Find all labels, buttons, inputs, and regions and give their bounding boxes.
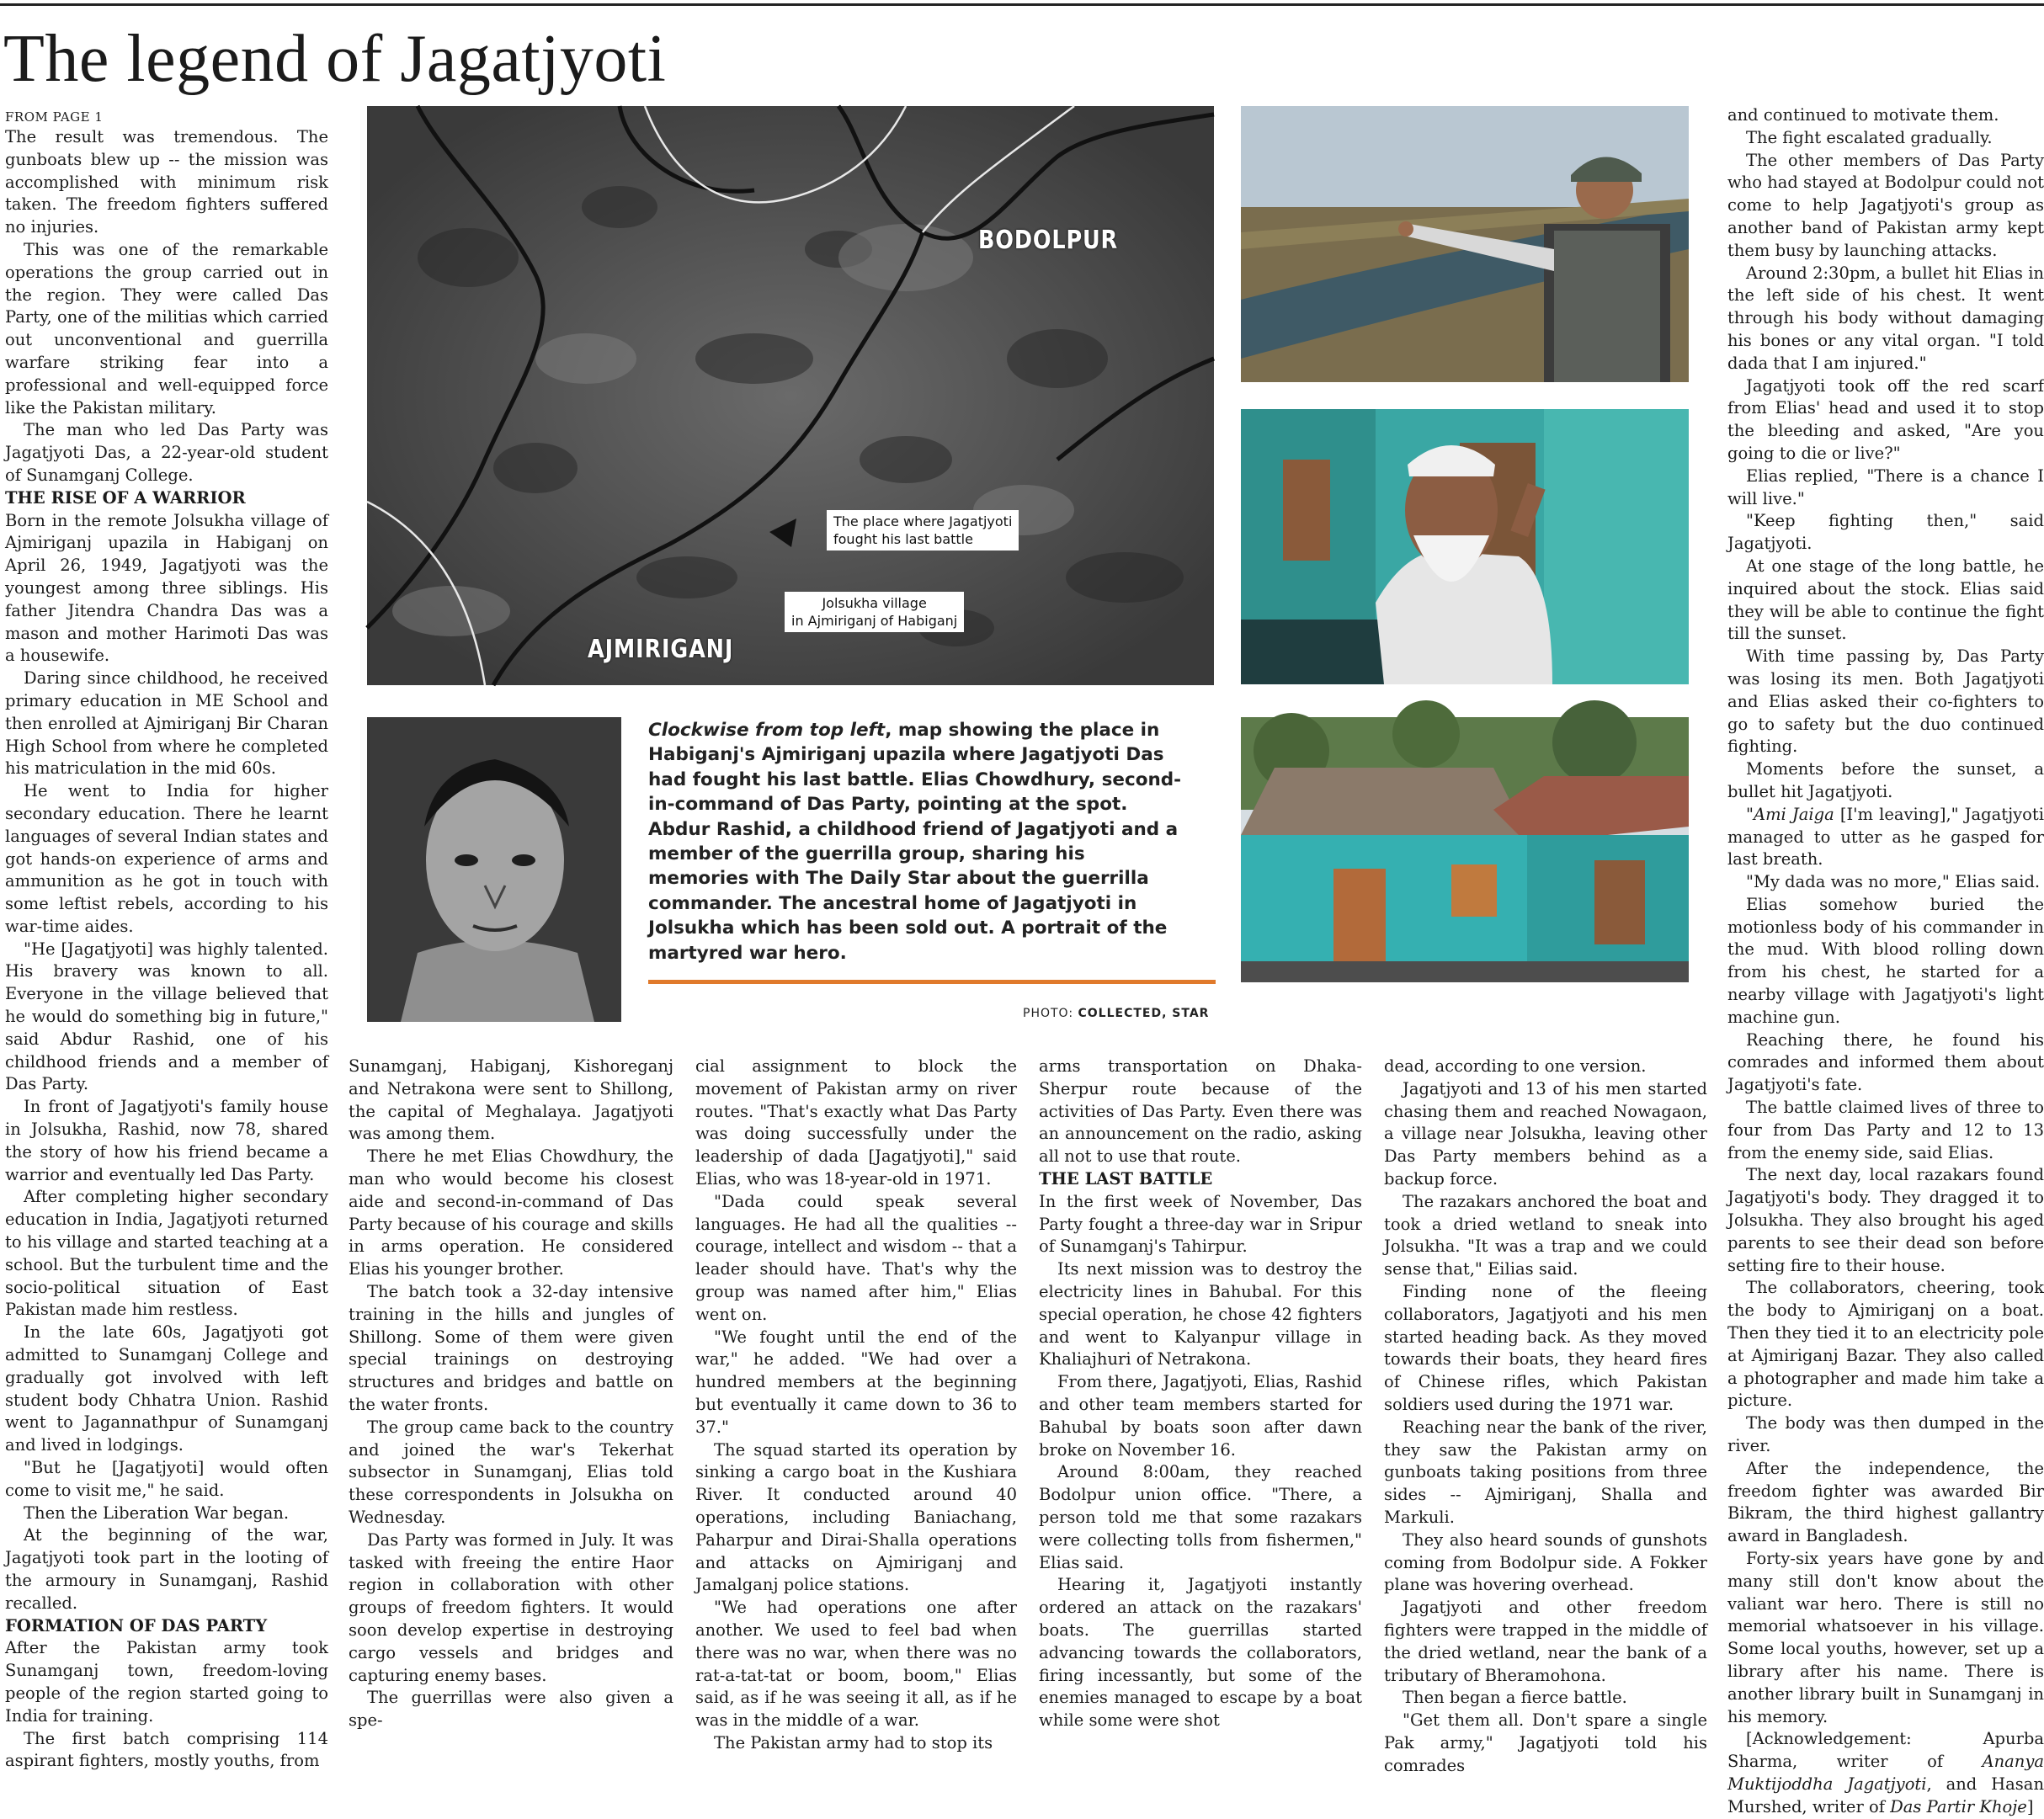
paragraph: At one stage of the long battle, he inquired about the stock. Elias said they will be able to continue the fight till the sunset. <box>1727 556 2044 644</box>
credit-prefix: PHOTO: <box>1023 1007 1078 1020</box>
map-callout-battle-place <box>827 510 1019 550</box>
paragraph: Reaching near the bank of the river, they saw the Pakistan army on gunboats taking positions from three sides -- Ajmiriganj, Shalla and Markuli. <box>1384 1417 1707 1527</box>
paragraph: Elias replied, "There is a chance I will live." <box>1727 465 2044 508</box>
paragraph: The batch took a 32-day intensive training in the hills and jungles of Shillong. Some of them were given special trainings on destroying structures and bridges and battle on the water fronts. <box>349 1281 673 1414</box>
callout-line: Jolsukha village <box>822 595 927 611</box>
subheading: THE RISE OF A WARRIOR <box>5 487 246 508</box>
ancestral-home-photo <box>1241 717 1689 982</box>
paragraph: After the independence, the freedom fighter was awarded Bir Bikram, the third highest gallantry award in Bangladesh. <box>1727 1458 2044 1546</box>
paragraph: The other members of Das Party who had stayed at Bodolpur could not come to help Jagatjyoti's group as another band of Pakistan army kept them busy by launching attacks. <box>1727 150 2044 260</box>
paragraph: "Dada could speak several languages. He had all the qualities -- courage, intellect and wisdom -- that a leader should have. That's why the group was named after him," Elias went on. <box>695 1191 1017 1324</box>
paragraph: In the late 60s, Jagatjyoti got admitted to Sunamganj College and gradually got involved with left student body Chhatra Union. Rashid went to Jagannathpur of Sunamganj and lived in lodgings. <box>5 1322 328 1455</box>
paragraph: There he met Elias Chowdhury, the man who would become his closest aide and second-in-command of Das Party because of his courage and skills in arms operation. He considered Elias his younger brother. <box>349 1146 673 1279</box>
paragraph: "We had operations one after another. We used to feel bad when there was no war, when there was no rat-a-tat-tat or boom, boom," Elias said, as if he was seeing it all, as if he was in the middle of a war. <box>695 1598 1017 1731</box>
ack-book-title: Ananya Muktijoddha Jagatjyoti <box>1727 1752 2044 1794</box>
paragraph: Sunamganj, Habiganj, Kishoreganj and Netrakona were sent to Shillong, the capital of Meghalaya. Jagatjyoti was among them. <box>349 1056 673 1144</box>
from-page-label: FROM PAGE 1 <box>5 109 104 125</box>
paragraph: The first batch comprising 114 aspirant fighters, mostly youths, from <box>5 1728 328 1771</box>
paragraph: The razakars anchored the boat and took a dried wetland to sneak into Jolsukha. "It was a trap and we could sense that," Eilias said. <box>1384 1191 1707 1279</box>
callout-line: fought his last battle <box>833 531 973 547</box>
article-column-3 <box>695 1056 1017 1753</box>
ack-text: ] <box>2026 1796 2034 1816</box>
acknowledgement <box>1727 1728 2044 1818</box>
paragraph: From there, Jagatjyoti, Elias, Rashid and other team members started for Bahubal by boats soon after dawn broke on November 16. <box>1039 1372 1362 1460</box>
paragraph: Das Party was formed in July. It was tasked with freeing the entire Haor region in collaboration with other groups of freedom fighters. It would soon develop expertise in destroying cargo vessels and bridges and capturing enemy bases. <box>349 1529 673 1685</box>
paragraph: Born in the remote Jolsukha village of Ajmiriganj upazila in Habiganj on April 26, 1949, Jagatjyoti was the youngest among three siblings. His father Jitendra Chandra Das was a mason and mother Harimoti Das was a housewife. <box>5 510 328 666</box>
paragraph: Daring since childhood, he received primary education in ME School and then enrolled at Ajmiriganj Bir Charan High School from where he completed his matriculation in the mid 60s. <box>5 668 328 779</box>
subheading: FORMATION OF DAS PARTY <box>5 1615 268 1636</box>
ack-text: , and Hasan Murshed, writer of <box>1727 1774 2044 1816</box>
callout-line: The place where Jagatjyoti <box>833 513 1013 529</box>
paragraph: and continued to motivate them. <box>1727 105 1999 125</box>
paragraph: "Get them all. Don't spare a single Pak army," Jagatjyoti told his comrades <box>1384 1710 1707 1775</box>
paragraph: Reaching there, he found his comrades and informed them about Jagatjyoti's fate. <box>1727 1029 2044 1095</box>
abdur-rashid-image <box>1241 409 1689 684</box>
paragraph: Jagatjyoti took off the red scarf from Elias' head and used it to stop the bleeding and asked, "Are you going to die or live?" <box>1727 375 2044 463</box>
paragraph: In front of Jagatjyoti's family house in Jolsukha, Rashid, now 78, shared the story of how his friend became a warrior and eventually led Das Party. <box>5 1097 328 1184</box>
paragraph: Forty-six years have gone by and many still don't know about the valiant war hero. There is still no memorial whatsoever in his village. Some local youths, however, set up a library after his name. There is another library built in Sunamganj in his memory. <box>1727 1549 2044 1726</box>
paragraph: The Pakistan army had to stop its <box>714 1732 993 1753</box>
paragraph: "Keep fighting then," said Jagatjyoti. <box>1727 511 2044 554</box>
paragraph: At the beginning of the war, Jagatjyoti took part in the looting of the armoury in Sunamganj, Rashid recalled. <box>5 1525 328 1613</box>
paragraph: The body was then dumped in the river. <box>1727 1413 2044 1456</box>
paragraph: Around 2:30pm, a bullet hit Elias in the left side of his chest. It went through his body without damaging his bones or any vital organ. "I told dada that I am injured." <box>1727 263 2044 373</box>
paragraph: Hearing it, Jagatjyoti instantly ordered an attack on the razakars' boats. The guerrillas started advancing towards the collaborators, firing incessantly, but some of the enemies managed to escape by a boat while some were shot <box>1039 1575 1362 1731</box>
paragraph: The next day, local razakars found Jagatjyoti's body. They dragged it to Jolsukha. They also brought his aged parents to see their dead son before setting fire to their house. <box>1727 1165 2044 1275</box>
caption-lead: Clockwise from top left <box>648 720 886 741</box>
ack-book-title: Das Partir Khoje <box>1890 1796 2027 1816</box>
paragraph: He went to India for higher secondary education. There he learnt languages of several Indian states and got hands-on experience of arms and ammunition as he got in touch with some leftist rebels, according to his war-time aides. <box>5 781 328 936</box>
paragraph: This was one of the remarkable operations the group carried out in the region. They were called Das Party, one of the militias which carried out unconventional and guerrilla warfare striking fear into a professional and well-equipped force like the Pakistan military. <box>5 239 328 418</box>
jagatjyoti-portrait-image <box>367 717 621 1022</box>
paragraph: After completing higher secondary education in India, Jagatjyoti returned to his village and started teaching at a school. But the turbulent time and the socio-political situation of East Pakistan made him restless. <box>5 1187 328 1320</box>
headline: The legend of Jagatjyoti <box>3 22 667 96</box>
paragraph: "Ami Jaiga [I'm leaving]," Jagatjyoti managed to utter as he gasped for last breath. <box>1727 804 2044 870</box>
top-rule <box>0 3 2044 6</box>
paragraph: Finding none of the fleeing collaborators, Jagatjyoti and his men started heading back. As they moved towards their boats, they heard fires of Chinese rifles, which Pakistan soldiers used during the 1971 war. <box>1384 1281 1707 1414</box>
abdur-rashid-photo <box>1241 409 1689 684</box>
article-column-4 <box>1039 1056 1362 1731</box>
paragraph: Then began a fierce battle. <box>1403 1688 1627 1708</box>
paragraph: The group came back to the country and joined the war's Tekerhat subsector in Sunamganj, Elias told these correspondents in Jolsukha on Wednesday. <box>349 1417 673 1527</box>
caption-divider <box>648 980 1216 984</box>
paragraph: The fight escalated gradually. <box>1746 127 1993 147</box>
paragraph: In the first week of November, Das Party fought a three-day war in Sripur of Sunamganj's Tahirpur. <box>1039 1191 1362 1257</box>
paragraph: The collaborators, cheering, took the body to Ajmiriganj on a boat. Then they tied it to an electricity pole at Ajmiriganj Bazar. They also called a photographer and made him take a picture. <box>1727 1278 2044 1411</box>
paragraph: The result was tremendous. The gunboats blew up -- the mission was accomplished with minimum risk taken. The freedom fighters suffered no injuries. <box>5 127 328 237</box>
article-column-2 <box>349 1056 673 1731</box>
paragraph: With time passing by, Das Party was losing its men. Both Jagatjyoti and Elias asked their co-fighters to go to safety but the duo continued fighting. <box>1727 646 2044 757</box>
paragraph: "But he [Jagatjyoti] would often come to visit me," he said. <box>5 1458 328 1500</box>
article-column-5 <box>1384 1056 1707 1775</box>
article-column-6 <box>1727 104 2044 1816</box>
paragraph: After the Pakistan army took Sunamganj town, freedom-loving people of the region started going to India for training. <box>5 1638 328 1726</box>
callout-line: in Ajmiriganj of Habiganj <box>791 613 958 629</box>
map-label-bodolpur: BODOLPUR <box>978 226 1119 255</box>
paragraph: "He [Jagatjyoti] was highly talented. His bravery was known to all. Everyone in the village believed that he would do something big in future," said Abdur Rashid, one of his childhood friends and a member of Das Party. <box>5 939 328 1094</box>
photo-caption <box>648 718 1187 965</box>
paragraph: arms transportation on Dhaka-Sherpur route because of the activities of Das Party. Even there was an announcement on the radio, asking all not to use that route. <box>1039 1056 1362 1167</box>
paragraph: Jagatjyoti and 13 of his men started chasing them and reached Nowagaon, a village near Jolsukha, leaving other Das Party members behind as a backup force. <box>1384 1078 1707 1189</box>
italic-phrase: Ami Jaiga <box>1753 804 1834 824</box>
paragraph: The squad started its operation by sinking a cargo boat in the Kushiara River. It conducted around 40 operations, including Baniachang, Paharpur and Dirai-Shalla operations and attacks on Ajmiriganj and Jamalganj police stations. <box>695 1439 1017 1595</box>
paragraph: Its next mission was to destroy the electricity lines in Bahubal. For this special operation, he chose 42 fighters and went to Kalyanpur village in Khaliajhuri of Netrakona. <box>1039 1259 1362 1370</box>
paragraph: cial assignment to block the movement of Pakistan army on river routes. "That's exactly what Das Party was doing successfully under the leadership of dada [Jagatjyoti]," said Elias, who was 18-year-old in 1971. <box>695 1056 1017 1189</box>
elias-pointing-photo <box>1241 106 1689 382</box>
paragraph: The battle claimed lives of three to four from Das Party and 12 to 13 from the enemy side, said Elias. <box>1727 1098 2044 1162</box>
ack-text: [Acknowledgement: Apurba Sharma, writer of <box>1727 1729 2044 1772</box>
paragraph: Jagatjyoti and other freedom fighters were trapped in the middle of the dried wetland, near the bank of a tributary of Bheramohona. <box>1384 1598 1707 1685</box>
subheading: THE LAST BATTLE <box>1039 1168 1213 1189</box>
paragraph-rest: [I'm leaving]," Jagatjyoti managed to utter as he gasped for last breath. <box>1727 804 2044 870</box>
paragraph: The man who led Das Party was Jagatjyoti Das, a 22-year-old student of Sunamganj College. <box>5 420 328 485</box>
credit-names: COLLECTED, STAR <box>1078 1007 1210 1020</box>
map-callout-village <box>785 592 964 632</box>
elias-pointing-image <box>1241 106 1689 382</box>
map-photo <box>367 106 1214 685</box>
paragraph: Then the Liberation War began. <box>24 1503 290 1523</box>
paragraph: "My dada was no more," Elias said. <box>1746 872 2041 892</box>
ancestral-home-image <box>1241 717 1689 982</box>
map-label-ajmiriganj: AJMIRIGANJ <box>588 635 734 664</box>
paragraph: They also heard sounds of gunshots coming from Bodolpur side. A Fokker plane was hovering overhead. <box>1384 1529 1707 1595</box>
portrait-photo <box>367 717 621 1022</box>
photo-credit <box>1023 1007 1209 1020</box>
paragraph: Moments before the sunset, a bullet hit Jagatjyoti. <box>1727 759 2044 801</box>
paragraph: dead, according to one version. <box>1384 1056 1647 1076</box>
article-column-1 <box>5 108 328 1771</box>
paragraph: The guerrillas were also given a spe- <box>349 1688 673 1731</box>
caption-text: , map showing the place in Habiganj's Ajmiriganj upazila where Jagatjyoti Das had fought his last battle. Elias Chowdhury, second-in-command of Das Party, pointing at the spot. Abdur Rashid, a childhood friend of Jagatjyoti and a member of the guerrilla group, sharing his memories with The Daily Star about the guerrilla commander. The ancestral home of Jagatjyoti in Jolsukha which has been sold out. A portrait of the martyred war hero. <box>648 720 1182 964</box>
paragraph: "We fought until the end of the war," he added. "We had over a hundred members at the beginning but eventually it came down to 36 to 37." <box>695 1327 1017 1437</box>
paragraph: Elias somehow buried the motionless body of his commander in the mud. With blood rolling down from his chest, he started for a nearby village with Jagatjyoti's light machine gun. <box>1727 894 2044 1027</box>
paragraph: Around 8:00am, they reached Bodolpur union office. "There, a person told me that some razakars were collecting tolls from fishermen," Elias said. <box>1039 1462 1362 1572</box>
